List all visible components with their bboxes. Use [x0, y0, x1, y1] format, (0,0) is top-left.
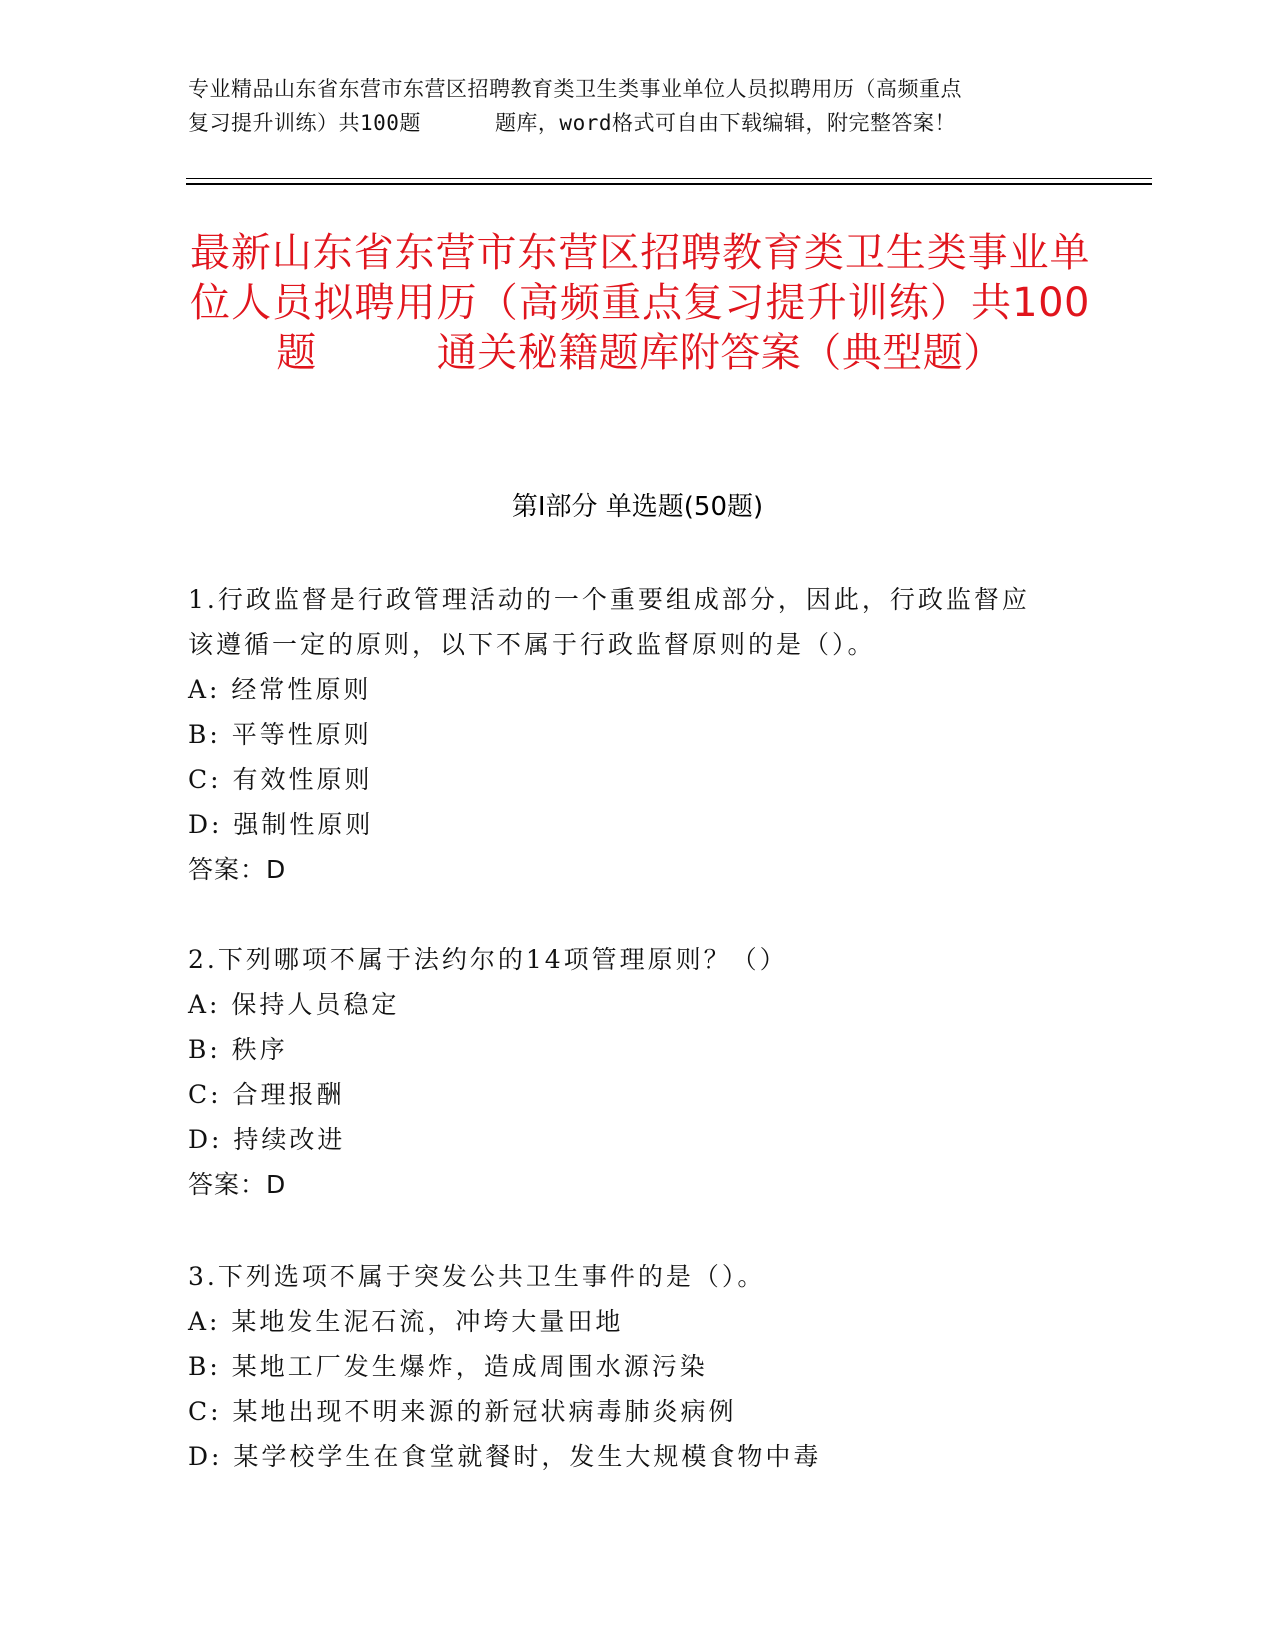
- question-stem-line: 1.行政监督是行政管理活动的一个重要组成部分，因此，行政监督应: [188, 585, 1030, 614]
- header-line-2-right: 题库，word格式可自由下载编辑，附完整答案！: [494, 111, 957, 135]
- option-d: D: 强制性原则: [188, 810, 374, 839]
- header-line-2-left: 复习提升训练）共100题: [188, 111, 421, 135]
- section-heading: 第I部分 单选题(50题): [511, 492, 764, 522]
- option-d: D: 某学校学生在食堂就餐时，发生大规模食物中毒: [188, 1442, 822, 1471]
- option-b: B: 秩序: [188, 1035, 288, 1064]
- document-header: [188, 72, 1088, 140]
- header-divider-thin: [186, 178, 1152, 179]
- header-line-2: [188, 106, 1088, 140]
- question-stem-line: 2.下列哪项不属于法约尔的14项管理原则？（）: [188, 945, 788, 974]
- question-3: [188, 1254, 1068, 1479]
- header-line-1: 专业精品山东省东营市东营区招聘教育类卫生类事业单位人员拟聘用历（高频重点: [188, 77, 962, 101]
- header-divider-thick: [186, 183, 1152, 185]
- title-part-2: 通关秘籍题库附答案（典型题）: [436, 330, 1004, 376]
- option-b: B: 平等性原则: [188, 720, 372, 749]
- question-1: [188, 577, 1068, 892]
- option-a: A: 保持人员稳定: [188, 990, 400, 1019]
- question-2: [188, 937, 1068, 1207]
- option-d: D: 持续改进: [188, 1125, 346, 1154]
- option-b: B: 某地工厂发生爆炸，造成周围水源污染: [188, 1352, 708, 1381]
- question-stem-line: 该遵循一定的原则，以下不属于行政监督原则的是（）。: [188, 630, 876, 659]
- option-a: A: 经常性原则: [188, 675, 372, 704]
- answer: 答案：D: [188, 855, 287, 884]
- option-c: C: 有效性原则: [188, 765, 373, 794]
- option-a: A: 某地发生泥石流，冲垮大量田地: [188, 1307, 624, 1336]
- option-c: C: 某地出现不明来源的新冠状病毒肺炎病例: [188, 1397, 737, 1426]
- title-part-1: 最新山东省东营市东营区招聘教育类卫生类事业单位人员拟聘用历（高频重点复习提升训练）共100题: [190, 230, 1090, 376]
- answer: 答案：D: [188, 1170, 287, 1199]
- option-c: C: 合理报酬: [188, 1080, 345, 1109]
- document-title: [190, 228, 1090, 378]
- question-stem-line: 3.下列选项不属于突发公共卫生事件的是（）。: [188, 1262, 766, 1291]
